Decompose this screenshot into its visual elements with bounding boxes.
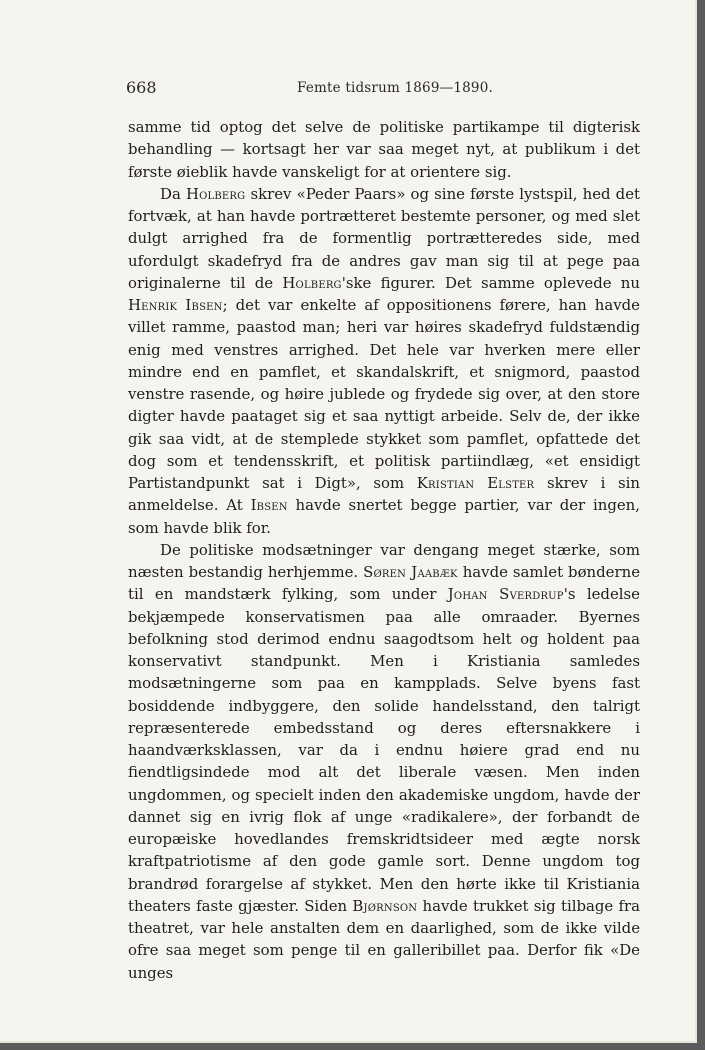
author-name-kristian-elster: Kristian Elster <box>416 474 535 492</box>
paragraph-text: De politiske modsætninger var dengang meget stærke, som næsten bestandig herhjemme. <box>128 540 640 581</box>
paragraph-1 <box>128 116 640 183</box>
page-number: 668 <box>126 78 157 97</box>
author-name-henrik-ibsen: Henrik Ibsen <box>128 296 223 314</box>
paragraph-text: havde trukket sig tilbage fra theatret, var hele anstalten dem en daarlighed, som de ikke vilde ofre saa meget som penge til en galleribillet paa. Derfor fik «De unges <box>128 896 640 982</box>
running-title: Femte tidsrum 1869—1890. <box>297 80 493 96</box>
paragraph-3 <box>128 539 640 984</box>
person-name-soren-jaabaek: Søren Jaabæk <box>363 563 458 581</box>
author-name-holberg: Holberg <box>282 273 342 292</box>
paragraph-text: skrev i sin anmeldelse. At <box>128 474 641 515</box>
main-text <box>128 116 641 982</box>
paragraph-text: 's ledelse bekjæmpede konservatismen paa alle omraader. Byernes befolkning stod derimod endnu saagodtsom helt og holdent paa konservativt standpunkt. Men i Kristiania samledes modsætningerne som paa en kampplads. Selve byens fast bosiddende indbyggere, den solide handelsstand, den talrigt repræsenterede embedsstand og deres eftersnakkere i haandværksklassen, var da i endnu høiere grad end nu fiendtligsindede mod alt det liberale væsen. Men inden ungdommen, og specielt inden den akademiske ungdom, havde der dannet sig en ivrig flok af unge «radikalere», der forbandt de europæiske hovedlandes fremskridtsideer med ægte norsk kraftpatriotisme af den gode gamle sort. Denne ungdom tog brandrød forargelse af stykket. Men den hørte ikke til Kristiania theaters faste gjæster. Siden <box>128 585 640 915</box>
paragraph-text: skrev «Peder Paars» og sine første lystspil, hed det fortvæk, at han havde portrætteret bestemte personer, og med slet dulgt arrighed fra de formentlig portrætteredes side, med ufordulgt skadefryd fra de andres gav man sig til at pege paa originalerne til de <box>128 184 640 292</box>
paragraph-text: havde samlet bønderne til en mandstærk fylking, som under <box>128 563 641 604</box>
paragraph-text: samme tid optog det selve de politiske partikampe til digterisk behandling — kortsagt her var saa meget nyt, at publikum i det første øieblik havde vanskeligt for at orientere sig. <box>128 118 640 181</box>
paragraph-2 <box>128 183 640 539</box>
paragraph-text: ; det var enkelte af oppositionens førere, han havde villet ramme, paastod man; heri var høires skadefryd fuldstændig enig med venstres arrighed. Det hele var hverken mere eller mindre end en pamflet, et skandalskrift, et snigmord, paastod venstre rasende, og høire jublede og frydede sig over, at den store digter havde paataget sig et saa nyttigt arbeide. Selv de, der ikke gik saa vidt, at de stemplede stykket som pamflet, opfattede det dog som et tendensskrift, et politisk partiindlæg, «et ensidigt Partistandpunkt sat i Digt», som <box>128 296 640 492</box>
person-name-johan-sverdrup: Johan Sverdrup <box>447 585 564 604</box>
author-name-ibsen: Ibsen <box>250 496 288 515</box>
paragraph-text: 'ske figurer. Det samme oplevede nu <box>341 273 640 292</box>
author-name-holberg: Holberg <box>185 184 246 203</box>
page-header <box>126 78 641 100</box>
paragraph-text: Da <box>160 184 186 203</box>
person-name-bjornson: Bjørnson <box>352 896 418 915</box>
paragraph-text: havde snertet begge partier, var der ingen, som havde blik for. <box>128 496 640 537</box>
